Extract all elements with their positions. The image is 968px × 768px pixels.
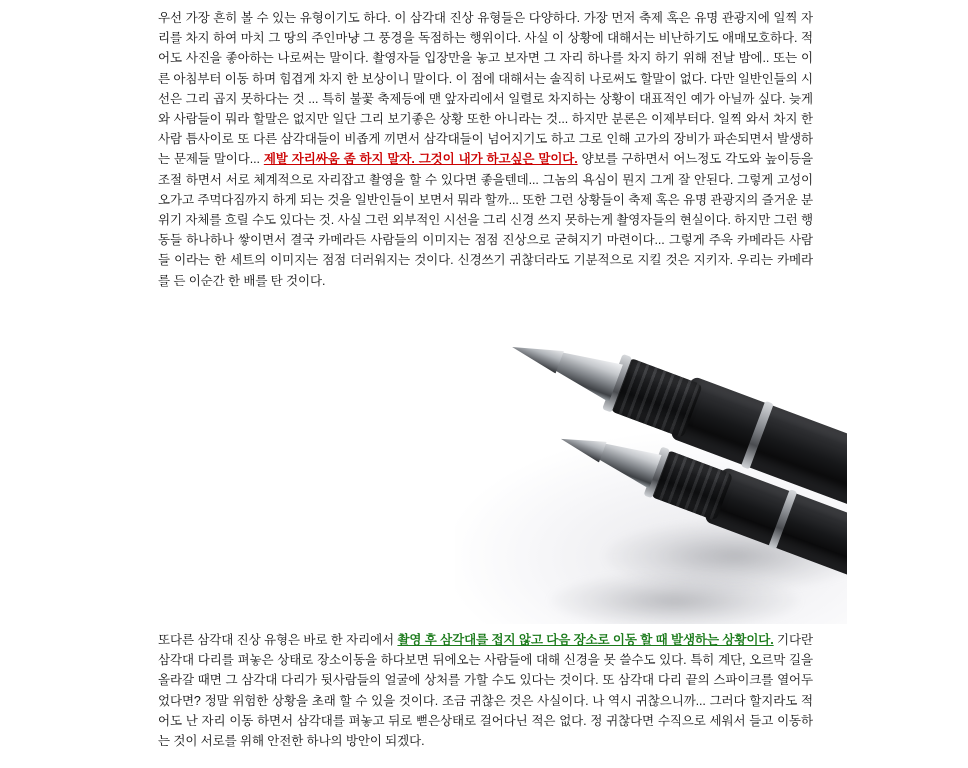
leg-upper-spike	[509, 334, 564, 374]
paragraph-2-highlight-green: 촬영 후 삼각대를 접지 않고 다음 장소로 이동 할 때 발생하는 상황이다.	[397, 633, 774, 647]
paragraph-1-segment-3: 양보를 구하면서 어느정도 각도와 높이등을 조절 하면서 서로 체계적으로 자리잡고 촬영을 할 수 있다면 좋을텐데... 그놈의 욕심이 뭔지 그게 잘 안된다. 그렇게 고성이 오가고 주먹다짐까지 하게 되는 것을 일반인들이 보면서 뭐라 할까... 또한 그런 상황들이 축제 혹은 유명 관광지의 즐거운 분위기 자체를 흐릴 수도 있다는 것. 사실 그런 외부적인 시선을 그리 신경 쓰지 못하는게 촬영자들의 현실이다. 하지만 그런 행동들 하나하나 쌓이면서 결국 카메라든 사람들의 이미지는 점점 진상으로 굳혀지기 마련이다... 그렇게 주욱 카메라든 사람들 이라는 한 세트의 이미지는 점점 더러워지는 것이다. 신경쓰기 귀찮더라도 기분적으로 지킬 것은 지키자. 우리는 카메라를 든 이순간 한 배를 탄 것이다.	[158, 152, 813, 288]
tripod-pen-tips-photo	[455, 321, 847, 624]
paragraph-1-segment-1: 우선 가장 흔히 볼 수 있는 유형이기도 하다. 이 삼각대 진상 유형들은 다양하다. 가장 먼저 축제 혹은 유명 관광지에 일찍 자리를 차지 하여 마치 그 땅의 주인마냥 그 풍경을 독점하는 행위이다. 사실 이 상황에 대해서는 비난하기도 애매모호하다. 적어도 사진을 좋아하는 나로써는 말이다. 촬영자들 입장만을 놓고 보자면 그 자리 하나를 차지 하기 위해 전날 밤에.. 또는 이른 아침부터 이동 하며 힘겹게 차지 한 보상이니 말이다. 이 점에 대해서는 솔직히 나로써도 할말이 없다. 다만 일반인들의 시선은 그리 곱지 못하다는 것 ... 특히 불꽃 축제등에 맨 앞자리에서 일렬로 차지하는 상황이 대표적인 예가 아닐까 싶다. 늦게와 사람들이 뭐라 할말은 없지만 일단 그리 보기좋은 상황 또한 아니라는 것... 하지만 분론은 이제부터다. 일찍 와서 차지 한 사람 틈사이로 또 다른 삼각대들이 비좁게 끼면서 삼각대들이 넘어지기도 하고 그로 인해 고가의 장비가 파손되면서 발생하는 문제들 말이다...	[158, 11, 813, 167]
paragraph-2	[158, 630, 813, 751]
paragraph-2-segment-3: 기다란 삼각대 다리를 펴놓은 상태로 장소이동을 하다보면 뒤에오는 사람들에 대해 신경을 못 쓸수도 있다. 특히 계단, 오르막 길을 올라갈 때면 그 삼각대 다리가 뒷사람들의 얼굴에 상처를 가할 수도 있다는 것이다. 또 삼각대 다리 끝의 스파이크를 열어두었다면? 정말 위험한 상황을 초래 할 수 있을 것이다. 조금 귀찮은 것은 사실이다. 나 역시 귀찮으니까... 그러다 할지라도 적어도 난 자리 이동 하면서 삼각대를 펴놓고 뒤로 뻗은상태로 걸어다닌 적은 없다. 정 귀찮다면 수직으로 세워서 들고 이동하는 것이 서로를 위해 안전한 하나의 방안이 되겠다.	[158, 633, 813, 749]
document-content	[158, 8, 813, 749]
photo-canvas	[455, 321, 847, 624]
leg-lower-spike	[558, 427, 607, 463]
paragraph-2-segment-1: 또다른 삼각대 진상 유형은 바로 한 자리에서	[158, 633, 398, 647]
photo-shadow-lower	[550, 573, 800, 624]
paragraph-1	[158, 8, 813, 291]
paragraph-1-highlight-red: 제발 자리싸움 좀 하지 말자. 그것이 내가 하고싶은 말이다.	[263, 152, 578, 167]
